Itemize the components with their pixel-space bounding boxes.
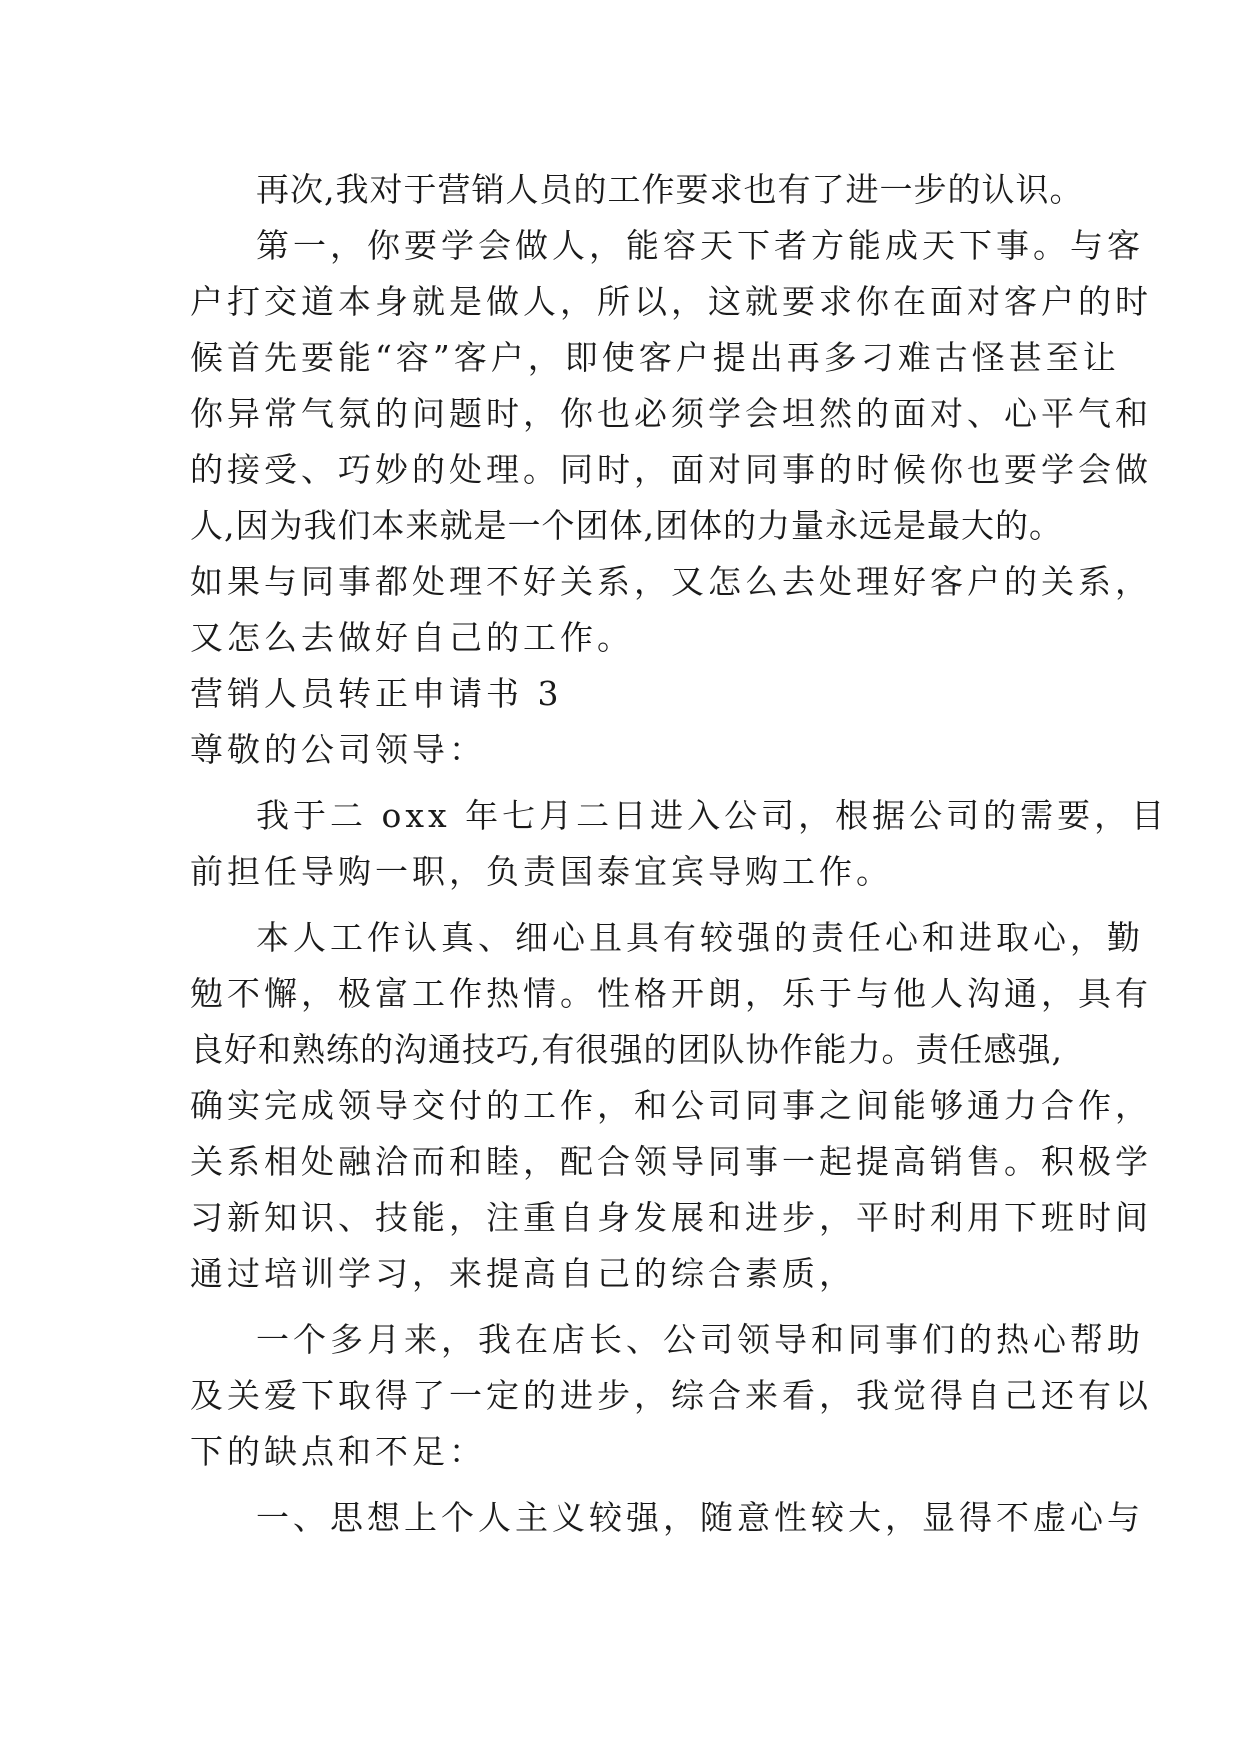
paragraph-line: 确实完成领导交付的工作，和公司同事之间能够通力合作， xyxy=(190,1086,1152,1125)
paragraph-line: 户打交道本身就是做人，所以，这就要求你在面对客户的时 xyxy=(190,282,1152,321)
paragraph-line: 的接受、巧妙的处理。同时，面对同事的时候你也要学会做 xyxy=(190,450,1152,489)
paragraph-line: 通过培训学习，来提高自己的综合素质， xyxy=(190,1254,856,1293)
section-title: 营销人员转正申请书 3 xyxy=(190,674,563,713)
paragraph-line: 一、思想上个人主义较强，随意性较大，显得不虚心与 xyxy=(256,1498,1144,1537)
paragraph-line: 第一，你要学会做人，能容天下者方能成天下事。与客 xyxy=(256,226,1144,265)
paragraph-line: 候首先要能“容”客户，即使客户提出再多刁难古怪甚至让 xyxy=(190,338,1120,377)
paragraph-line: 人,因为我们本来就是一个团体,团体的力量永远是最大的。 xyxy=(190,506,1063,545)
paragraph-line: 前担任导购一职，负责国泰宜宾导购工作。 xyxy=(190,852,893,891)
paragraph-line: 又怎么去做好自己的工作。 xyxy=(190,618,634,657)
paragraph-line: 本人工作认真、细心且具有较强的责任心和进取心，勤 xyxy=(256,918,1144,957)
paragraph-line: 习新知识、技能，注重自身发展和进步，平时利用下班时间 xyxy=(190,1198,1152,1237)
paragraph-line: 勉不懈，极富工作热情。性格开朗，乐于与他人沟通，具有 xyxy=(190,974,1152,1013)
paragraph-line: 再次,我对于营销人员的工作要求也有了进一步的认识。 xyxy=(256,170,1084,209)
salutation: 尊敬的公司领导： xyxy=(190,730,486,769)
paragraph-line: 如果与同事都处理不好关系，又怎么去处理好客户的关系， xyxy=(190,562,1152,601)
paragraph-line: 良好和熟练的沟通技巧,有很强的团队协作能力。责任感强, xyxy=(190,1030,1063,1069)
paragraph-line: 下的缺点和不足： xyxy=(190,1432,486,1471)
paragraph-line: 一个多月来，我在店长、公司领导和同事们的热心帮助 xyxy=(256,1320,1144,1359)
paragraph-line: 关系相处融洽而和睦，配合领导同事一起提高销售。积极学 xyxy=(190,1142,1152,1181)
paragraph-line: 我于二 oxx 年七月二日进入公司，根据公司的需要，目 xyxy=(256,796,1169,835)
paragraph-line: 及关爱下取得了一定的进步，综合来看，我觉得自己还有以 xyxy=(190,1376,1152,1415)
paragraph-line: 你异常气氛的问题时，你也必须学会坦然的面对、心平气和 xyxy=(190,394,1152,433)
